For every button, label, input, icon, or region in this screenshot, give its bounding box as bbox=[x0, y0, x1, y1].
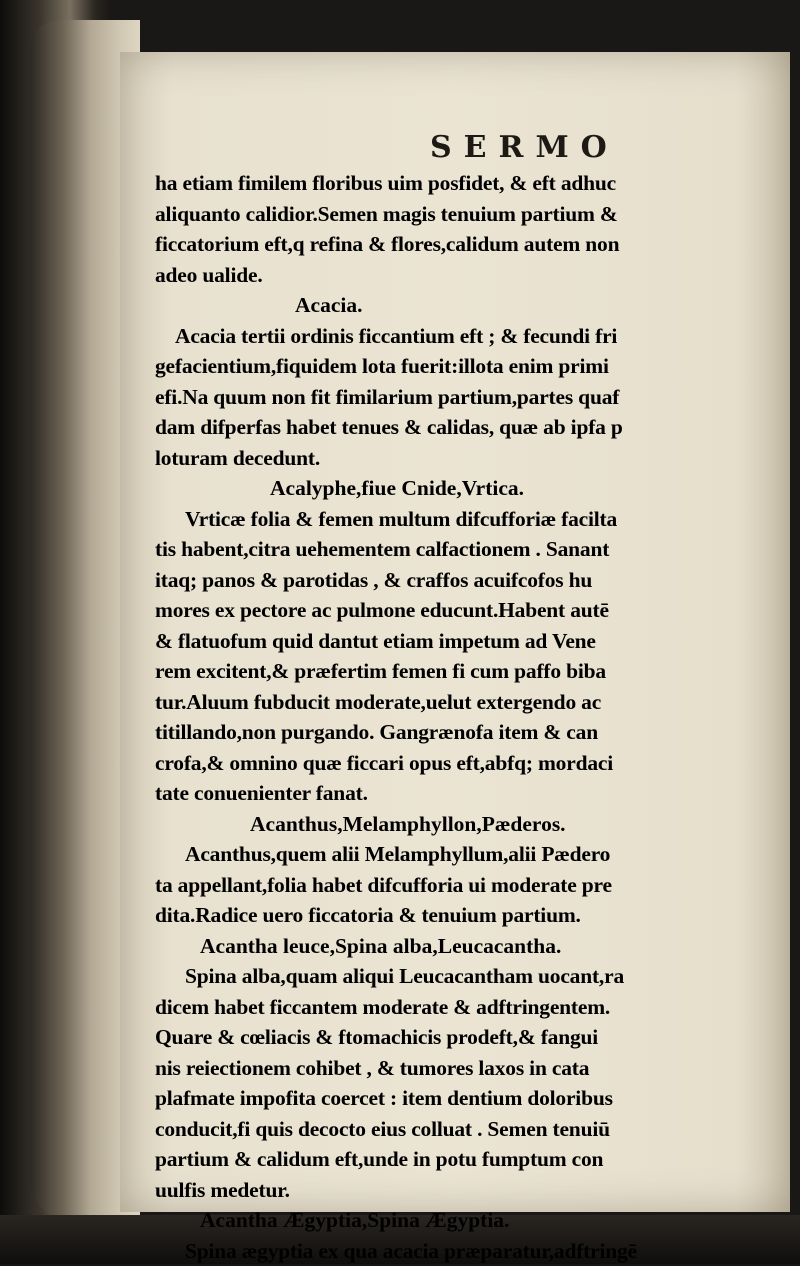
text-line: uulfis medetur. bbox=[155, 1175, 755, 1206]
section-heading: Acantha Ægyptia,Spina Ægyptia. bbox=[155, 1205, 755, 1236]
text-line: tis habent,citra uehementem calfactionem . Sanant bbox=[155, 534, 755, 565]
text-line: dam difperfas habet tenues & calidas, quæ ab ipfa p bbox=[155, 412, 755, 443]
section-heading: Acacia. bbox=[155, 290, 755, 321]
text-line: adeo ualide. bbox=[155, 260, 755, 291]
text-line: Vrticæ folia & femen multum difcufforiæ facilta bbox=[155, 504, 755, 535]
text-line: Quare & cœliacis & ftomachicis prodeft,& fangui bbox=[155, 1022, 755, 1053]
text-line: Acanthus,quem alii Melamphyllum,alii Pædero bbox=[155, 839, 755, 870]
text-line: nis reiectionem cohibet , & tumores laxos in cata bbox=[155, 1053, 755, 1084]
text-line: tate conuenienter fanat. bbox=[155, 778, 755, 809]
text-line: Acacia tertii ordinis ficcantium eft ; & fecundi fri bbox=[155, 321, 755, 352]
text-line: tur.Aluum fubducit moderate,uelut extergendo ac bbox=[155, 687, 755, 718]
text-line: loturam decedunt. bbox=[155, 443, 755, 474]
text-line: conducit,fi quis decocto eius colluat . Semen tenuiū bbox=[155, 1114, 755, 1145]
text-line: ha etiam fimilem floribus uim posfidet, & eft adhuc bbox=[155, 168, 755, 199]
running-head: SERMO bbox=[430, 130, 619, 165]
text-line: & flatuofum quid dantut etiam impetum ad Vene bbox=[155, 626, 755, 657]
section-heading: Acanthus,Melamphyllon,Pæderos. bbox=[155, 809, 755, 840]
text-line: plafmate impofita coercet : item dentium doloribus bbox=[155, 1083, 755, 1114]
text-line: titillando,non purgando. Gangrænofa item & can bbox=[155, 717, 755, 748]
text-line: dita.Radice uero ficcatoria & tenuium partium. bbox=[155, 900, 755, 931]
section-heading: Acantha leuce,Spina alba,Leucacantha. bbox=[155, 931, 755, 962]
text-line: efi.Na quum non fit fimilarium partium,partes quaf bbox=[155, 382, 755, 413]
text-line: rem excitent,& præfertim femen fi cum paffo biba bbox=[155, 656, 755, 687]
text-line: Spina ægyptia ex qua acacia præparatur,adftringē bbox=[155, 1236, 755, 1266]
text-line: mores ex pectore ac pulmone educunt.Habent autē bbox=[155, 595, 755, 626]
text-line: ta appellant,folia habet difcufforia ui moderate pre bbox=[155, 870, 755, 901]
text-line: aliquanto calidior.Semen magis tenuium partium & bbox=[155, 199, 755, 230]
text-line: crofa,& omnino quæ ficcari opus eft,abfq; mordaci bbox=[155, 748, 755, 779]
section-heading: Acalyphe,fiue Cnide,Vrtica. bbox=[155, 473, 755, 504]
text-line: dicem habet ficcantem moderate & adftringentem. bbox=[155, 992, 755, 1023]
text-line: ficcatorium eft,q refina & flores,calidum autem non bbox=[155, 229, 755, 260]
text-line: itaq; panos & parotidas , & craffos acuifcofos hu bbox=[155, 565, 755, 596]
text-line: Spina alba,quam aliqui Leucacantham uocant,ra bbox=[155, 961, 755, 992]
text-line: gefacientium,fiquidem lota fuerit:illota enim primi bbox=[155, 351, 755, 382]
text-line: partium & calidum eft,unde in potu fumptum con bbox=[155, 1144, 755, 1175]
page-text bbox=[155, 168, 755, 1266]
